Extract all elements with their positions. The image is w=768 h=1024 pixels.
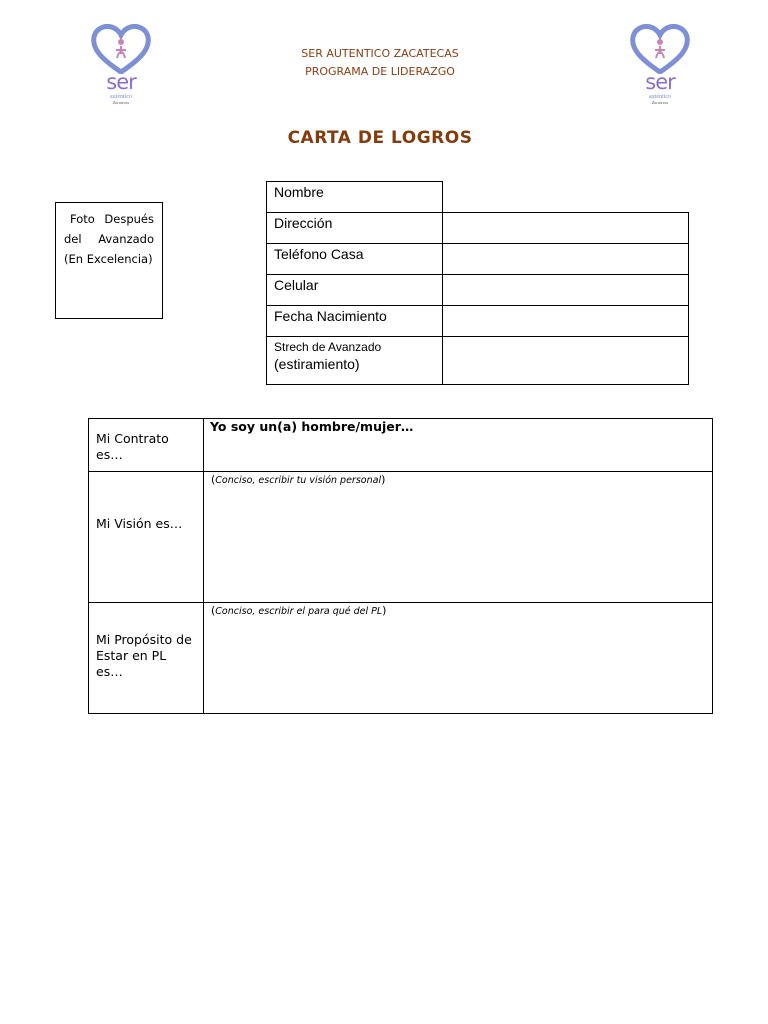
- header-program: PROGRAMA DE LIDERAZGO: [305, 65, 455, 78]
- logo-left: [90, 24, 152, 110]
- photo-caption-word: Después: [104, 212, 154, 226]
- home-phone-label: Teléfono Casa: [274, 246, 364, 262]
- name-label-cell: [266, 181, 443, 213]
- logo-subtitle-small: Zacatecas: [112, 100, 130, 105]
- page-title: CARTA DE LOGROS: [287, 128, 473, 148]
- home-phone-field[interactable]: [442, 243, 689, 275]
- vision-field[interactable]: [203, 471, 713, 603]
- contract-label: Mi Contrato es…: [96, 431, 169, 462]
- address-field[interactable]: [442, 212, 689, 244]
- photo-caption-word: del: [64, 232, 82, 246]
- mobile-label: Celular: [274, 277, 319, 293]
- logo-right: [629, 24, 691, 110]
- photo-caption-word: (En Excelencia): [64, 252, 153, 266]
- birth-date-label-cell: [266, 305, 443, 337]
- home-phone-label-cell: [266, 243, 443, 275]
- address-label-cell: [266, 212, 443, 244]
- stretch-label-cell: [266, 336, 443, 385]
- vision-hint: (Conciso, escribir tu visión personal): [211, 473, 386, 486]
- stretch-label-subtitle: (estiramiento): [274, 356, 360, 372]
- logo-subtitle: auténtico: [649, 94, 671, 100]
- vision-label: Mi Visión es…: [96, 516, 183, 531]
- photo-caption: [64, 209, 154, 269]
- logo-subtitle: auténtico: [110, 94, 132, 100]
- name-label: Nombre: [274, 184, 324, 200]
- photo-caption-word: Avanzado: [98, 232, 154, 246]
- logo-subtitle-small: Zacatecas: [651, 100, 669, 105]
- header-organization: SER AUTENTICO ZACATECAS: [301, 47, 459, 60]
- birth-date-field[interactable]: [442, 305, 689, 337]
- birth-date-label: Fecha Nacimiento: [274, 308, 387, 324]
- contract-label-cell: [88, 418, 204, 472]
- photo-placeholder: [55, 202, 163, 319]
- purpose-label-cell: [88, 602, 204, 714]
- vision-label-cell: [88, 471, 204, 603]
- purpose-hint: (Conciso, escribir el para qué del PL): [211, 604, 387, 617]
- address-label: Dirección: [274, 215, 333, 231]
- heart-ribbon-logo-icon: [90, 24, 152, 74]
- stretch-field[interactable]: [442, 336, 689, 385]
- mobile-field[interactable]: [442, 274, 689, 306]
- photo-caption-word: Foto: [70, 212, 95, 226]
- purpose-label: Mi Propósito de Estar en PL es…: [96, 632, 192, 679]
- mobile-label-cell: [266, 274, 443, 306]
- vision-hint-text: Conciso, escribir tu visión personal: [215, 475, 382, 486]
- purpose-field[interactable]: [203, 602, 713, 714]
- contract-field[interactable]: [203, 418, 713, 472]
- purpose-hint-text: Conciso, escribir el para qué del PL: [215, 606, 383, 617]
- stretch-label: Strech de Avanzado: [274, 340, 382, 354]
- heart-ribbon-logo-icon: [629, 24, 691, 74]
- logo-word: ser: [106, 70, 136, 94]
- contract-text: Yo soy un(a) hombre/mujer…: [210, 419, 414, 434]
- logo-word: ser: [645, 70, 675, 94]
